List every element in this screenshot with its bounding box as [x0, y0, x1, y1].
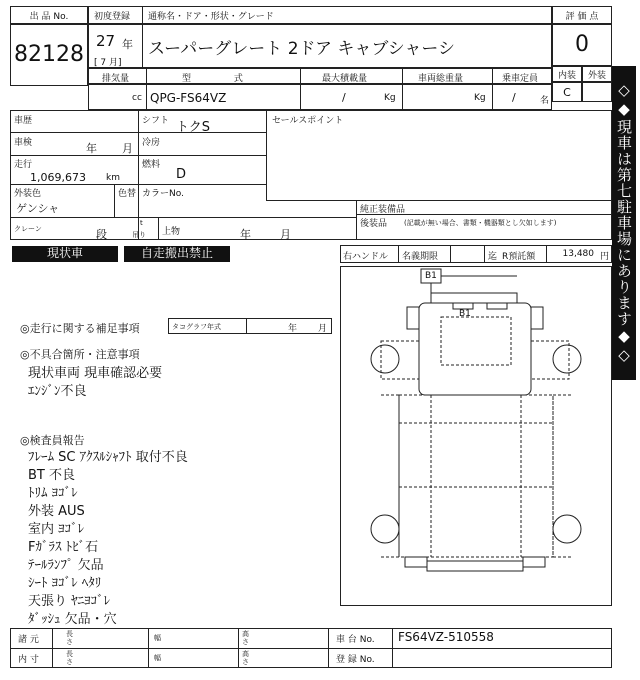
interior-label: 内装	[557, 71, 576, 81]
aftermarket-note: (記載が無い場合、書類・機器類とし欠如します)	[404, 219, 557, 227]
mileage-unit: km	[106, 173, 120, 183]
divider	[266, 200, 612, 201]
vehicle-name: スーパーグレート 2ドア キャブシャーシ	[148, 39, 456, 59]
divider	[238, 628, 239, 668]
inspector-line: Fｶﾞﾗｽ ﾄﾋﾞ石	[28, 540, 99, 555]
defect-line: ｴﾝｼﾞﾝ不良	[28, 384, 87, 399]
model-label: 型 式	[182, 74, 243, 84]
tacho-month: 月	[318, 324, 328, 334]
shift-label: シフト	[142, 116, 170, 126]
divider	[492, 68, 493, 110]
divider	[10, 155, 266, 156]
inspection-month: 月	[122, 142, 133, 155]
length-label: 長さ	[66, 630, 73, 646]
inside-label: 内 寸	[18, 655, 39, 665]
diagram-label-b1-cab: B1	[459, 309, 471, 319]
defects-title: ◎不具合箇所・注意事項	[20, 348, 140, 361]
divider	[10, 132, 266, 133]
gross-weight-label: 車両総重量	[418, 74, 464, 84]
capacity-label: 乗車定員	[502, 74, 539, 84]
r-fee-unit: 円	[600, 252, 610, 262]
diagram-label-b1-top: B1	[425, 271, 437, 281]
reg-label: 登 録 No.	[336, 655, 375, 665]
until-label: 迄	[488, 252, 498, 262]
divider	[114, 184, 115, 217]
divider	[300, 68, 301, 110]
genuine-label: 純正装備品	[360, 205, 406, 215]
year-unit: 年	[122, 38, 133, 51]
chassis-value: FS64VZ-510558	[398, 630, 494, 644]
sales-point-label: セールスポイント	[272, 116, 344, 126]
divider	[246, 318, 247, 334]
chassis-label: 車 台 No.	[336, 635, 375, 645]
crane-hang: 吊り	[132, 231, 146, 239]
divider	[398, 245, 399, 263]
shift-value: トクS	[176, 120, 210, 135]
divider	[52, 628, 53, 668]
rating-label: 評 価 点	[565, 12, 599, 22]
height-label-inside: 高さ	[242, 650, 249, 666]
max-load-label: 最大積載量	[322, 74, 368, 84]
right-hand-label: 右ハンドル	[343, 252, 389, 262]
width-label: 幅	[154, 634, 161, 642]
divider	[356, 200, 357, 240]
inspector-line: ﾌﾚｰﾑ SC ｱｸｽﾙｼｬﾌﾄ 取付不良	[28, 450, 188, 465]
divider	[138, 110, 139, 240]
lot-no: 82128	[14, 42, 84, 67]
exterior-label: 外装	[587, 71, 606, 81]
divider	[484, 245, 485, 263]
first-reg-month: [ 7 月]	[94, 58, 122, 68]
history-label: 車歴	[14, 116, 33, 126]
dims-label: 諸 元	[18, 635, 39, 645]
divider	[392, 628, 393, 668]
name-label: 通称名・ドア・形状・グレード	[148, 12, 274, 22]
color-change-label: 色替	[118, 189, 137, 199]
fuel-value: D	[176, 167, 187, 182]
current-vehicle-badge: 現状車	[12, 246, 118, 262]
inspector-line: BT 不良	[28, 468, 75, 483]
width-label-inside: 幅	[154, 654, 161, 662]
aftermarket-label: 後装品	[360, 219, 388, 229]
capacity-unit: 名	[540, 96, 550, 106]
crane-label: クレーン	[14, 225, 42, 233]
first-reg-label: 初度登録	[94, 12, 131, 22]
ac-label: 冷房	[142, 138, 161, 148]
inspector-line: 外装 AUS	[28, 504, 85, 519]
inspector-line: ﾀﾞｯｼｭ 欠品・穴	[28, 612, 117, 627]
upper-month: 月	[280, 228, 291, 241]
inspection-year: 年	[86, 142, 97, 155]
rating-value: 0	[575, 32, 589, 57]
tacho-label: タコグラフ年式	[172, 323, 221, 331]
displacement-unit: cc	[132, 93, 142, 103]
max-load-value: /	[342, 91, 346, 104]
defect-line: 現状車両 現車確認必要	[28, 366, 163, 381]
mileage-label: 走行	[14, 160, 33, 170]
inspector-title: ◎検査員報告	[20, 434, 85, 447]
divider	[450, 245, 451, 263]
upper-label: 上物	[162, 227, 181, 237]
tacho-year: 年	[288, 324, 298, 334]
running-notes-title: ◎走行に関する補足事項	[20, 322, 140, 335]
truck-outline	[341, 267, 611, 605]
divider	[10, 648, 612, 649]
location-sidebar: ◇◆現車は第七駐車場にあります◆◇	[612, 66, 636, 380]
r-fee-label: R預託額	[502, 252, 536, 262]
kg-unit-2: Kg	[474, 93, 486, 103]
inspector-line: 室内 ﾖｺﾞﾚ	[28, 522, 85, 537]
divider	[148, 628, 149, 668]
divider	[328, 628, 329, 668]
capacity-value: /	[512, 91, 516, 104]
vehicle-diagram	[340, 266, 612, 606]
length-label-inside: 長さ	[66, 650, 73, 666]
model-value: QPG-FS64VZ	[150, 91, 227, 105]
displacement-label: 排気量	[102, 74, 130, 84]
divider	[266, 110, 267, 200]
divider	[402, 68, 403, 110]
kg-unit-1: Kg	[384, 93, 396, 103]
specs-header	[88, 68, 552, 84]
upper-year: 年	[240, 228, 251, 241]
divider	[10, 184, 266, 185]
crane-step: 段	[96, 228, 107, 241]
ext-color-label: 外装色	[14, 189, 42, 199]
mileage-value: 1,069,673	[30, 171, 86, 184]
color-no-label: カラーNo.	[142, 189, 184, 199]
inspector-line: ｼｰﾄ ﾖｺﾞﾚ ﾍﾀﾘ	[28, 576, 102, 591]
first-reg-year: 27	[96, 32, 116, 50]
divider	[546, 245, 547, 263]
inspection-label: 車検	[14, 138, 33, 148]
inspector-line: ﾃｰﾙﾗﾝﾌﾟ 欠品	[28, 558, 104, 573]
divider	[158, 217, 159, 240]
height-label: 高さ	[242, 630, 249, 646]
exterior-value-box	[582, 82, 612, 102]
fuel-label: 燃料	[142, 160, 161, 170]
inspector-line: ﾄﾘﾑ ﾖｺﾞﾚ	[28, 486, 78, 501]
ext-color-value: ゲンシャ	[16, 202, 60, 215]
lot-no-label: 出 品 No.	[29, 12, 69, 22]
divider	[10, 217, 356, 218]
r-fee-value: 13,480	[562, 249, 594, 259]
divider	[146, 68, 147, 110]
interior-value: C	[563, 86, 571, 99]
name-change-label: 名義期限	[402, 252, 439, 262]
crane-t: t	[140, 219, 143, 227]
self-drive-prohibited-badge: 自走搬出禁止	[124, 246, 230, 262]
inspector-line: 天張り ﾔﾆﾖｺﾞﾚ	[28, 594, 111, 609]
